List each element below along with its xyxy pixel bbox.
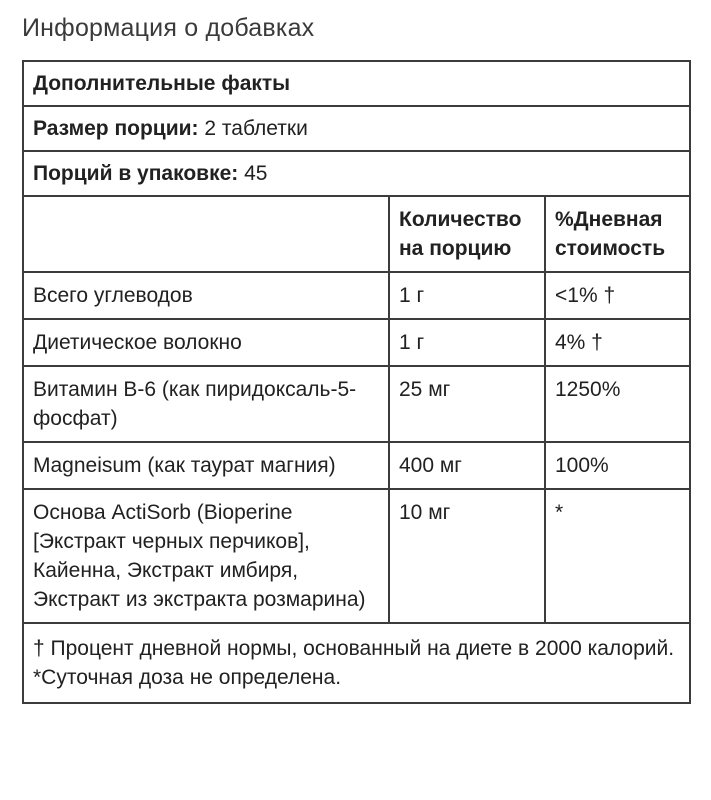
table-row <box>23 442 690 489</box>
page-title: Информация о добавках <box>22 14 315 42</box>
nutrient-amount: 10 мг <box>389 489 545 623</box>
serving-size-value: 2 таблетки <box>204 117 308 140</box>
table-row <box>23 319 690 366</box>
servings-per-container-row <box>23 151 690 196</box>
nutrient-name: Всего углеводов <box>23 272 389 319</box>
nutrient-name: Основа ActiSorb (Bioperine [Экстракт черных перчиков], Кайенна, Экстракт имбиря, Экстракт из экстракта розмарина) <box>23 489 389 623</box>
serving-size-row <box>23 106 690 151</box>
facts-heading-row <box>23 61 690 106</box>
table-row <box>23 272 690 319</box>
nutrient-daily-value: 4% † <box>545 319 690 366</box>
nutrient-name: Витамин B-6 (как пиридоксаль-5-фосфат) <box>23 366 389 442</box>
nutrient-name: Диетическое волокно <box>23 319 389 366</box>
daily-value-column-header: %Дневная стоимость <box>545 196 690 272</box>
nutrient-daily-value: 1250% <box>545 366 690 442</box>
table-row <box>23 366 690 442</box>
table-row <box>23 489 690 623</box>
servings-label: Порций в упаковке: <box>33 162 239 185</box>
nutrient-name: Magneisum (как таурат магния) <box>23 442 389 489</box>
nutrient-daily-value: <1% † <box>545 272 690 319</box>
footnote-star: *Суточная доза не определена. <box>33 666 342 689</box>
nutrient-amount: 25 мг <box>389 366 545 442</box>
footnote-row <box>23 623 690 703</box>
amount-column-header: Количество на порцию <box>389 196 545 272</box>
serving-size-label: Размер порции: <box>33 117 199 140</box>
empty-header-cell <box>23 196 389 272</box>
nutrient-amount: 400 мг <box>389 442 545 489</box>
supplement-facts-table <box>22 60 691 704</box>
nutrient-daily-value: * <box>545 489 690 623</box>
facts-heading: Дополнительные факты <box>23 61 690 106</box>
nutrient-daily-value: 100% <box>545 442 690 489</box>
nutrient-amount: 1 г <box>389 272 545 319</box>
column-header-row <box>23 196 690 272</box>
servings-value: 45 <box>244 162 268 185</box>
nutrient-amount: 1 г <box>389 319 545 366</box>
footnote-dagger: † Процент дневной нормы, основанный на диете в 2000 калорий. <box>33 637 675 660</box>
